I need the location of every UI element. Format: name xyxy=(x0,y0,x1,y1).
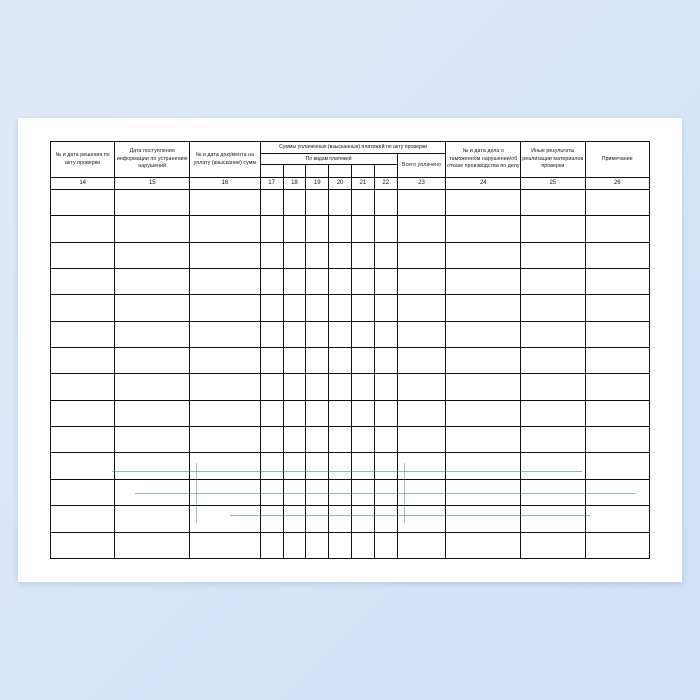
table-cell[interactable] xyxy=(374,374,397,400)
table-cell[interactable] xyxy=(190,453,261,479)
table-cell[interactable] xyxy=(283,506,306,532)
print-mark-v2 xyxy=(404,463,405,523)
table-cell[interactable] xyxy=(521,400,585,426)
table-cell[interactable] xyxy=(397,216,446,242)
table-cell[interactable] xyxy=(374,242,397,268)
header-col-21-blank xyxy=(351,165,374,178)
table-cell[interactable] xyxy=(329,190,352,216)
table-cell[interactable] xyxy=(260,374,283,400)
header-col-24: № и дата дела о таможенном нарушении/об отказе производства по делу xyxy=(446,142,521,178)
table-cell[interactable] xyxy=(397,321,446,347)
table-cell[interactable] xyxy=(283,242,306,268)
table-cell[interactable] xyxy=(374,348,397,374)
table-cell[interactable] xyxy=(283,374,306,400)
table-cell[interactable] xyxy=(446,269,521,295)
table-cell[interactable] xyxy=(446,453,521,479)
column-number-24: 24 xyxy=(446,178,521,190)
header-col-20-blank xyxy=(329,165,352,178)
table-cell[interactable] xyxy=(585,321,649,347)
table-cell[interactable] xyxy=(115,400,190,426)
table-cell[interactable] xyxy=(115,348,190,374)
table-cell[interactable] xyxy=(306,242,329,268)
table-cell[interactable] xyxy=(521,295,585,321)
table-cell[interactable] xyxy=(283,295,306,321)
table-cell[interactable] xyxy=(397,374,446,400)
table-row[interactable] xyxy=(51,506,650,532)
table-row[interactable] xyxy=(51,374,650,400)
table-cell[interactable] xyxy=(51,295,115,321)
table-cell[interactable] xyxy=(521,269,585,295)
table-cell[interactable] xyxy=(351,242,374,268)
table-cell[interactable] xyxy=(306,400,329,426)
table-cell[interactable] xyxy=(397,400,446,426)
table-cell[interactable] xyxy=(190,506,261,532)
table-cell[interactable] xyxy=(115,453,190,479)
table-cell[interactable] xyxy=(190,295,261,321)
table-cell[interactable] xyxy=(374,400,397,426)
table-cell[interactable] xyxy=(51,216,115,242)
paper-sheet xyxy=(18,118,682,582)
table-cell[interactable] xyxy=(51,400,115,426)
table-cell[interactable] xyxy=(283,216,306,242)
table-cell[interactable] xyxy=(306,321,329,347)
header-col-26: Примечание xyxy=(585,142,649,178)
column-number-row xyxy=(51,178,650,190)
table-cell[interactable] xyxy=(260,216,283,242)
table-cell[interactable] xyxy=(51,479,115,505)
table-cell[interactable] xyxy=(51,321,115,347)
table-cell[interactable] xyxy=(115,427,190,453)
table-cell[interactable] xyxy=(283,400,306,426)
table-row[interactable] xyxy=(51,216,650,242)
table-cell[interactable] xyxy=(351,348,374,374)
table-cell[interactable] xyxy=(51,242,115,268)
table-row[interactable] xyxy=(51,190,650,216)
table-cell[interactable] xyxy=(374,269,397,295)
table-row[interactable] xyxy=(51,427,650,453)
table-row[interactable] xyxy=(51,532,650,558)
table-cell[interactable] xyxy=(306,190,329,216)
table-row[interactable] xyxy=(51,295,650,321)
table-cell[interactable] xyxy=(115,216,190,242)
table-cell[interactable] xyxy=(374,453,397,479)
table-cell[interactable] xyxy=(190,427,261,453)
table-cell[interactable] xyxy=(585,242,649,268)
table-cell[interactable] xyxy=(351,532,374,558)
table-cell[interactable] xyxy=(521,321,585,347)
table-cell[interactable] xyxy=(306,427,329,453)
table-cell[interactable] xyxy=(446,321,521,347)
table-cell[interactable] xyxy=(190,190,261,216)
table-cell[interactable] xyxy=(306,453,329,479)
table-cell[interactable] xyxy=(115,295,190,321)
table-cell[interactable] xyxy=(351,427,374,453)
column-number-16: 16 xyxy=(190,178,261,190)
table-cell[interactable] xyxy=(329,242,352,268)
table-cell[interactable] xyxy=(190,374,261,400)
table-cell[interactable] xyxy=(115,532,190,558)
table-cell[interactable] xyxy=(585,216,649,242)
header-col-15: Дата поступления информации по устранению нарушений xyxy=(115,142,190,178)
table-cell[interactable] xyxy=(51,427,115,453)
column-number-23: 23 xyxy=(397,178,446,190)
table-cell[interactable] xyxy=(397,269,446,295)
header-col-14: № и дата решения по акту проверки xyxy=(51,142,115,178)
table-cell[interactable] xyxy=(115,242,190,268)
table-cell[interactable] xyxy=(446,190,521,216)
table-cell[interactable] xyxy=(351,216,374,242)
table-cell[interactable] xyxy=(283,427,306,453)
table-cell[interactable] xyxy=(446,427,521,453)
table-cell[interactable] xyxy=(351,374,374,400)
table-cell[interactable] xyxy=(374,427,397,453)
journal-sheet xyxy=(50,141,650,559)
column-number-22: 22 xyxy=(374,178,397,190)
table-cell[interactable] xyxy=(260,453,283,479)
table-cell[interactable] xyxy=(521,348,585,374)
table-cell[interactable] xyxy=(351,269,374,295)
print-mark-3 xyxy=(230,515,590,516)
header-col-18-blank xyxy=(283,165,306,178)
journal-body xyxy=(51,190,650,559)
table-cell[interactable] xyxy=(397,242,446,268)
column-number-18: 18 xyxy=(283,178,306,190)
table-cell[interactable] xyxy=(521,190,585,216)
column-number-14: 14 xyxy=(51,178,115,190)
table-cell[interactable] xyxy=(446,506,521,532)
table-cell[interactable] xyxy=(260,532,283,558)
table-cell[interactable] xyxy=(190,242,261,268)
table-cell[interactable] xyxy=(51,269,115,295)
table-cell[interactable] xyxy=(351,295,374,321)
table-cell[interactable] xyxy=(374,190,397,216)
table-cell[interactable] xyxy=(115,506,190,532)
table-cell[interactable] xyxy=(329,321,352,347)
table-cell[interactable] xyxy=(521,532,585,558)
table-cell[interactable] xyxy=(585,427,649,453)
journal-table xyxy=(50,141,650,559)
table-cell[interactable] xyxy=(585,400,649,426)
header-col-19-blank xyxy=(306,165,329,178)
table-cell[interactable] xyxy=(260,269,283,295)
table-cell[interactable] xyxy=(51,374,115,400)
table-cell[interactable] xyxy=(397,190,446,216)
table-cell[interactable] xyxy=(329,216,352,242)
column-number-21: 21 xyxy=(351,178,374,190)
table-cell[interactable] xyxy=(374,295,397,321)
header-subgroup-by-type: По видам платежей xyxy=(260,153,397,164)
header-col-16: № и дата документа на уплату (взыскание) сумм xyxy=(190,142,261,178)
table-row[interactable] xyxy=(51,269,650,295)
table-cell[interactable] xyxy=(521,453,585,479)
table-cell[interactable] xyxy=(329,348,352,374)
table-cell[interactable] xyxy=(260,506,283,532)
table-cell[interactable] xyxy=(585,295,649,321)
table-cell[interactable] xyxy=(521,374,585,400)
table-cell[interactable] xyxy=(51,453,115,479)
table-cell[interactable] xyxy=(585,532,649,558)
table-cell[interactable] xyxy=(585,374,649,400)
print-mark-2 xyxy=(135,493,635,494)
table-cell[interactable] xyxy=(283,532,306,558)
column-number-15: 15 xyxy=(115,178,190,190)
table-cell[interactable] xyxy=(351,506,374,532)
table-cell[interactable] xyxy=(521,506,585,532)
header-col-23: Всего уплачено xyxy=(397,153,446,177)
table-cell[interactable] xyxy=(283,348,306,374)
table-cell[interactable] xyxy=(260,348,283,374)
table-cell[interactable] xyxy=(190,216,261,242)
column-number-17: 17 xyxy=(260,178,283,190)
table-cell[interactable] xyxy=(283,190,306,216)
column-number-25: 25 xyxy=(521,178,585,190)
table-cell[interactable] xyxy=(329,269,352,295)
table-cell[interactable] xyxy=(190,269,261,295)
table-cell[interactable] xyxy=(374,532,397,558)
table-cell[interactable] xyxy=(115,269,190,295)
table-cell[interactable] xyxy=(446,400,521,426)
table-row[interactable] xyxy=(51,321,650,347)
table-cell[interactable] xyxy=(585,453,649,479)
table-cell[interactable] xyxy=(397,348,446,374)
table-cell[interactable] xyxy=(306,374,329,400)
table-cell[interactable] xyxy=(260,242,283,268)
table-cell[interactable] xyxy=(190,321,261,347)
column-number-26: 26 xyxy=(585,178,649,190)
table-cell[interactable] xyxy=(306,506,329,532)
table-cell[interactable] xyxy=(190,348,261,374)
table-cell[interactable] xyxy=(374,321,397,347)
print-mark-v1 xyxy=(196,463,197,523)
table-cell[interactable] xyxy=(521,242,585,268)
table-cell[interactable] xyxy=(351,190,374,216)
table-cell[interactable] xyxy=(585,190,649,216)
table-cell[interactable] xyxy=(283,321,306,347)
table-cell[interactable] xyxy=(329,427,352,453)
table-cell[interactable] xyxy=(190,400,261,426)
table-cell[interactable] xyxy=(283,453,306,479)
table-cell[interactable] xyxy=(190,532,261,558)
table-row[interactable] xyxy=(51,242,650,268)
table-cell[interactable] xyxy=(585,348,649,374)
print-mark-1 xyxy=(112,471,582,472)
table-cell[interactable] xyxy=(260,321,283,347)
table-cell[interactable] xyxy=(351,321,374,347)
header-group-payments: Суммы уплаченных (взысканных) платежей по акту проверки xyxy=(260,142,446,154)
table-cell[interactable] xyxy=(446,242,521,268)
table-cell[interactable] xyxy=(51,506,115,532)
table-cell[interactable] xyxy=(397,295,446,321)
table-cell[interactable] xyxy=(585,506,649,532)
table-cell[interactable] xyxy=(260,295,283,321)
table-cell[interactable] xyxy=(397,532,446,558)
header-col-25: Иные результаты реализации материалов проверки xyxy=(521,142,585,178)
table-cell[interactable] xyxy=(115,374,190,400)
table-cell[interactable] xyxy=(115,190,190,216)
table-cell[interactable] xyxy=(329,532,352,558)
table-cell[interactable] xyxy=(51,532,115,558)
table-cell[interactable] xyxy=(374,216,397,242)
table-cell[interactable] xyxy=(115,321,190,347)
table-cell[interactable] xyxy=(260,400,283,426)
table-cell[interactable] xyxy=(329,374,352,400)
table-cell[interactable] xyxy=(306,348,329,374)
table-cell[interactable] xyxy=(446,374,521,400)
table-cell[interactable] xyxy=(306,532,329,558)
table-cell[interactable] xyxy=(374,506,397,532)
table-cell[interactable] xyxy=(329,400,352,426)
header-col-22-blank xyxy=(374,165,397,178)
table-cell[interactable] xyxy=(446,295,521,321)
table-cell[interactable] xyxy=(306,269,329,295)
table-cell[interactable] xyxy=(260,190,283,216)
table-cell[interactable] xyxy=(306,216,329,242)
table-cell[interactable] xyxy=(351,400,374,426)
table-cell[interactable] xyxy=(521,216,585,242)
table-cell[interactable] xyxy=(397,427,446,453)
column-number-20: 20 xyxy=(329,178,352,190)
table-cell[interactable] xyxy=(51,348,115,374)
table-cell[interactable] xyxy=(283,269,306,295)
header-col-17-blank xyxy=(260,165,283,178)
table-row[interactable] xyxy=(51,400,650,426)
table-row[interactable] xyxy=(51,348,650,374)
table-cell[interactable] xyxy=(446,216,521,242)
table-cell[interactable] xyxy=(521,427,585,453)
table-cell[interactable] xyxy=(329,453,352,479)
table-cell[interactable] xyxy=(585,269,649,295)
table-cell[interactable] xyxy=(306,295,329,321)
table-cell[interactable] xyxy=(446,348,521,374)
table-cell[interactable] xyxy=(329,506,352,532)
column-number-19: 19 xyxy=(306,178,329,190)
table-cell[interactable] xyxy=(329,295,352,321)
table-cell[interactable] xyxy=(351,453,374,479)
table-cell[interactable] xyxy=(446,532,521,558)
header-row-1 xyxy=(51,142,650,154)
table-row[interactable] xyxy=(51,453,650,479)
table-cell[interactable] xyxy=(51,190,115,216)
table-cell[interactable] xyxy=(260,427,283,453)
